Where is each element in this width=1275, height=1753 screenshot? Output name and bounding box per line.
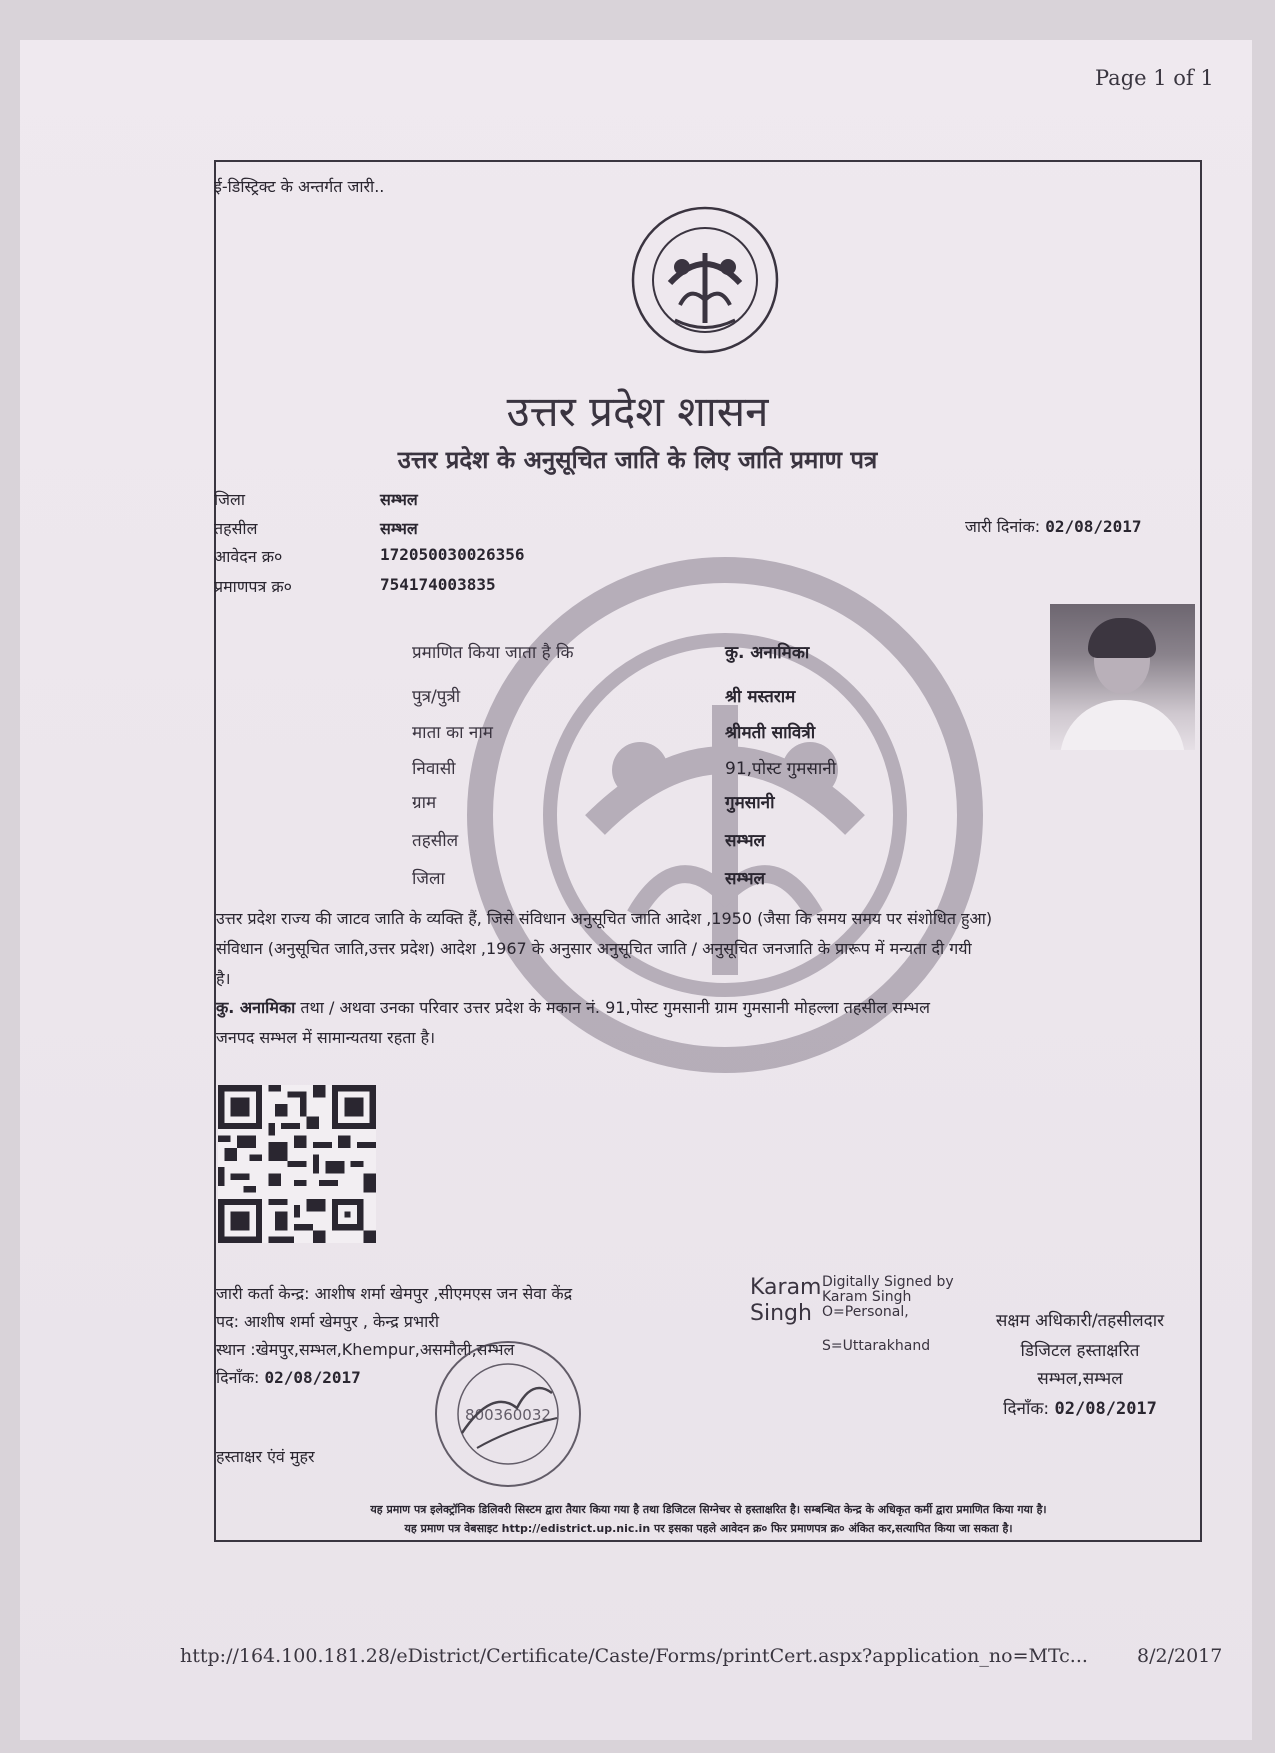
authority-date-value: 02/08/2017: [1054, 1399, 1157, 1419]
tehsil-label: तहसील: [214, 519, 258, 538]
page-number: Page 1 of 1: [1095, 66, 1214, 90]
tehsil-value: सम्भल: [380, 519, 418, 538]
certificate-title: उत्तर प्रदेश के अनुसूचित जाति के लिए जाति प्रमाण पत्र: [397, 446, 878, 474]
digital-signature-line-2: Karam Singh: [822, 1289, 912, 1305]
issuer-date-value: 02/08/2017: [264, 1368, 361, 1387]
caste-statement-line-2: संविधान (अनुसूचित जाति,उत्तर प्रदेश) आदेश ,1967 के अनुसार अनुसूचित जाति / अनुसूचित जनजाति के प्रारूप में मन्यता दी गयी: [216, 939, 972, 958]
certified-that-label: प्रमाणित किया जाता है कि: [412, 643, 574, 663]
government-title: उत्तर प्रदेश शासन: [506, 387, 769, 436]
father-name-value: श्री मस्तराम: [725, 687, 796, 707]
authority-date-label: दिनाँक:: [1003, 1399, 1050, 1419]
print-date: 8/2/2017: [1137, 1645, 1223, 1667]
issuer-post: पद: आशीष शर्मा खेमपुर , केन्द्र प्रभारी: [216, 1312, 439, 1331]
residence-line-2: जनपद सम्भल में सामान्यतया रहता है।: [216, 1028, 436, 1047]
village-value: गुमसानी: [725, 793, 775, 813]
caste-statement-line-3: है।: [216, 969, 231, 988]
digital-signer-name: [750, 1275, 821, 1327]
application-number-label: आवेदन क्र०: [214, 547, 283, 566]
digital-signature-line-3: O=Personal,: [822, 1304, 909, 1320]
applicant-photo: [1050, 604, 1195, 750]
print-url: http://164.100.181.28/eDistrict/Certificate/Caste/Forms/printCert.aspx?application_no=MTc...: [180, 1645, 1088, 1667]
authority-date: [940, 1396, 1220, 1419]
digital-signature-state: S=Uttarakhand: [822, 1338, 931, 1354]
stamp-code: 800360032: [465, 1406, 551, 1424]
field-district-value: सम्भल: [725, 869, 766, 889]
residence-line-1: [216, 993, 1201, 1023]
resident-label: निवासी: [412, 759, 456, 779]
digitally-signed-note: डिजिटल हस्ताक्षरित: [1020, 1341, 1140, 1361]
centre-seal-stamp: [432, 1338, 584, 1490]
issued-under-note: ई-डिस्ट्रिक्ट के अन्तर्गत जारी..: [214, 177, 385, 196]
digital-signature-details: [822, 1275, 954, 1320]
caste-statement-paragraph: [216, 904, 1201, 994]
digital-signature-line-1: Digitally Signed by: [822, 1274, 954, 1290]
issuer-date-label: दिनाँक:: [216, 1368, 260, 1387]
signature-and-seal-label: हस्ताक्षर एंवं मुहर: [216, 1447, 315, 1466]
up-government-emblem-icon: [630, 205, 780, 355]
resident-value: 91,पोस्ट गुमसानी: [725, 759, 837, 779]
issue-date-label: जारी दिनांक:: [965, 517, 1041, 536]
issue-date: [965, 515, 1142, 537]
footer-note-line-1: यह प्रमाण पत्र इलेक्ट्रॉनिक डिलिवरी सिस्टम द्वारा तैयार किया गया है तथा डिजिटल सिग्नेचर से हस्ताक्षरित है। सम्बन्धित केन्द्र के अधिकृत कर्मी द्वारा प्रमाणित किया गया है।: [370, 1503, 1047, 1516]
issuing-centre: जारी कर्ता केन्द्र: आशीष शर्मा खेमपुर ,सीएमएस जन सेवा केंद्र: [216, 1284, 573, 1303]
footer-note-line-2: यह प्रमाण पत्र वेबसाइट http://edistrict.up.nic.in पर इसका पहले आवेदन क्र० फिर प्रमाणपत्र क्र० अंकित कर,सत्यापित किया जा सकता है।: [404, 1522, 1013, 1535]
residence-line-1-text: तथा / अथवा उनका परिवार उत्तर प्रदेश के मकान नं. 91,पोस्ट गुमसानी ग्राम गुमसानी मोहल्ला तहसील सम्भल: [295, 998, 930, 1017]
digital-signer-name-line-1: Karam: [750, 1275, 822, 1300]
certificate-number-value: 754174003835: [380, 575, 496, 594]
issuer-place: स्थान :खेमपुर,सम्भल,Khempur,असमौली,सम्भल: [216, 1340, 515, 1359]
caste-statement-line-1: उत्तर प्रदेश राज्य की जाटव जाति के व्यक्ति हैं, जिसे संविधान अनुसूचित जाति आदेश ,1950 (जैसा कि समय समय पर संशोधित हुआ): [216, 909, 993, 928]
certificate-number-label: प्रमाणपत्र क्र०: [214, 577, 292, 596]
digital-signer-name-line-2: Singh: [750, 1301, 812, 1326]
competent-authority-title: सक्षम अधिकारी/तहसीलदार: [995, 1311, 1165, 1331]
mother-name-label: माता का नाम: [412, 723, 493, 743]
field-district-label: जिला: [412, 869, 445, 889]
district-label: जिला: [214, 490, 246, 509]
qr-code: [218, 1085, 376, 1243]
application-number-value: 172050030026356: [380, 545, 525, 564]
issuer-date: [216, 1366, 361, 1388]
field-tehsil-value: सम्भल: [725, 831, 766, 851]
field-tehsil-label: तहसील: [412, 831, 459, 851]
mother-name-value: श्रीमती सावित्री: [725, 723, 816, 743]
applicant-name-value: कु. अनामिका: [725, 643, 810, 663]
issue-date-value: 02/08/2017: [1045, 517, 1142, 536]
village-label: ग्राम: [412, 793, 437, 813]
son-daughter-of-label: पुत्र/पुत्री: [412, 687, 461, 707]
residence-applicant-name: कु. अनामिका: [216, 998, 296, 1017]
authority-location: सम्भल,सम्भल: [1037, 1369, 1123, 1389]
residence-paragraph: [216, 993, 1201, 1053]
district-value: सम्भल: [380, 490, 418, 509]
